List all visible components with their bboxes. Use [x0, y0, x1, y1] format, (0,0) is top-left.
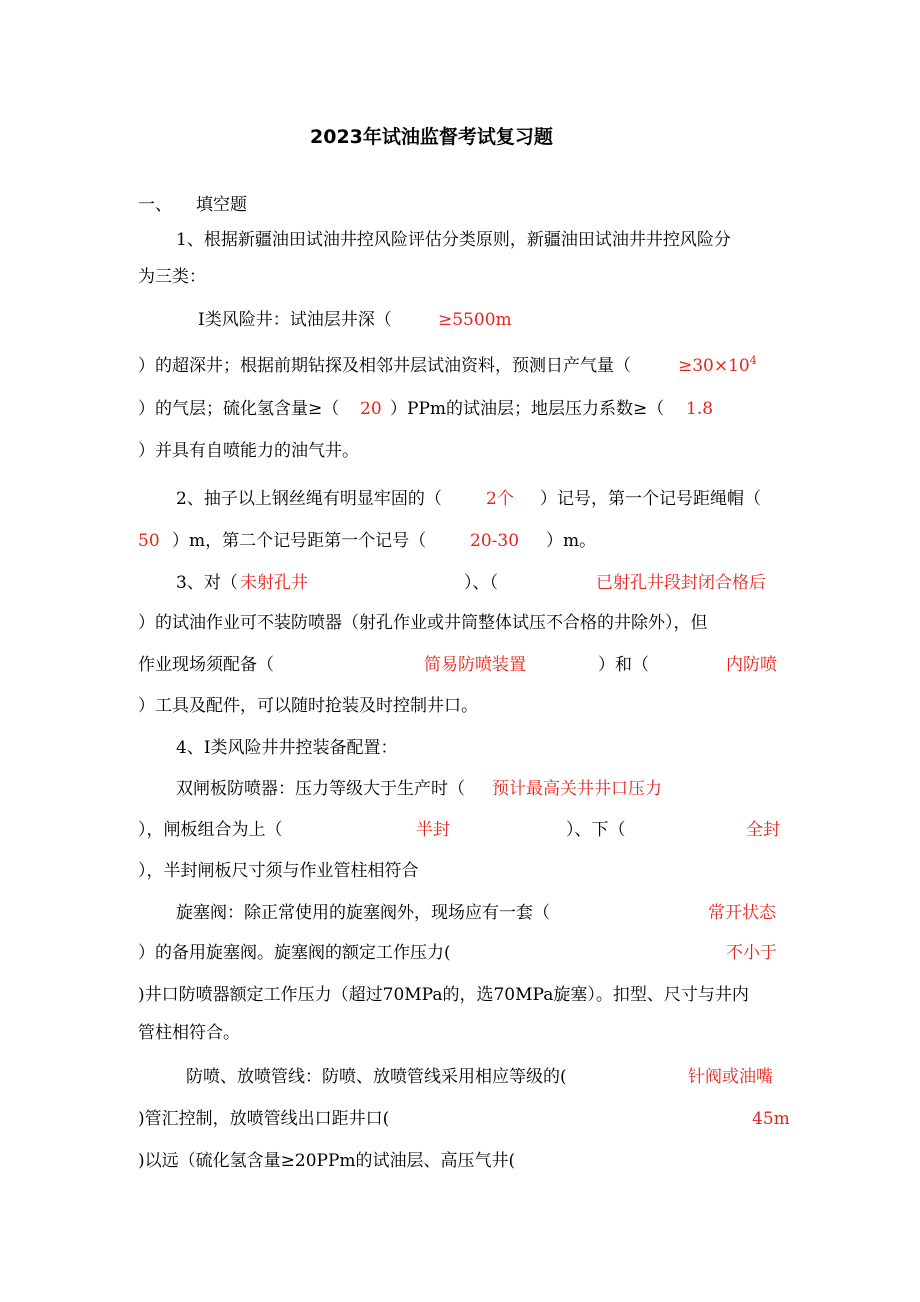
q3-answer1: 未射孔井 [240, 573, 308, 593]
q2-line2-b: ）m。 [546, 531, 597, 551]
q1-line2: ）的超深井；根据前期钻探及相邻井层试油资料，预测日产气量（ [138, 356, 631, 376]
q3-answer3: 简易防喷装置 [424, 655, 526, 675]
document-title: 2023年试油监督考试复习题 [310, 126, 553, 148]
q4-bop-answer: 预计最高关井井口压力 [492, 779, 662, 799]
q1-line3-b: ）PPm的试油层；地层压力系数≥（ [390, 399, 665, 419]
q3-answer4: 内防喷 [726, 655, 777, 675]
q2-marks-answer: 2个 [486, 489, 514, 509]
q1-pressure-answer: 1.8 [686, 399, 714, 419]
q3-line3-a: 作业现场须配备（ [138, 655, 274, 675]
q4-line-a: 防喷、放喷管线：防喷、放喷管线采用相应等级的( [186, 1067, 567, 1087]
q1-intro-line1: 1、根据新疆油田试油井控风险评估分类原则，新疆油田试油井井控风险分 [176, 230, 731, 250]
q4-bop-prefix: 双闸板防喷器：压力等级大于生产时（ [176, 779, 465, 799]
q4-ram-upper-answer: 半封 [416, 820, 450, 840]
q4-valve-b: ）的备用旋塞阀。旋塞阀的额定工作压力( [138, 943, 451, 963]
q1-intro-line2: 为三类： [138, 267, 206, 287]
section-number: 一、 [138, 195, 172, 215]
q4-ram-a: ），闸板组合为上（ [138, 820, 283, 840]
q1-h2s-answer: 20 [360, 399, 382, 419]
q3-line1-b: ）、（ [464, 573, 498, 593]
q4-line-c: )以远（硫化氢含量≥20PPm的试油层、高压气井( [138, 1151, 516, 1171]
q3-line2: ）的试油作业可不装防喷器（射孔作业或井筒整体试压不合格的井除外），但 [138, 613, 708, 633]
q4-valve-c: )井口防喷器额定工作压力（超过70MPa的，选70MPa旋塞）。扣型、尺寸与井内 [138, 985, 749, 1005]
q1-gas-answer [678, 355, 757, 377]
q1-gas-exponent: 4 [749, 354, 757, 367]
q1-line3-a: ）的气层；硫化氢含量≥（ [138, 399, 340, 419]
q4-valve-answer: 常开状态 [708, 903, 776, 923]
q4-valve-a: 旋塞阀：除正常使用的旋塞阀外，现场应有一套（ [176, 903, 550, 923]
q2-first-answer: 50 [138, 531, 160, 551]
q3-line4: ）工具及配件，可以随时抢装及时控制井口。 [138, 696, 478, 716]
q4-ram-c: ），半封闸板尺寸须与作业管柱相符合 [138, 861, 419, 881]
q4-ram-b: ）、下（ [566, 820, 626, 840]
q4-valve-d: 管柱相符合。 [138, 1023, 240, 1043]
q4-distance-answer: 45m [752, 1109, 790, 1129]
q2-line2-a: ）m，第二个记号距第一个记号（ [172, 531, 427, 551]
q1-depth-answer: ≥5500m [438, 310, 512, 330]
q4-line-b: )管汇控制，放喷管线出口距井口( [138, 1109, 390, 1129]
q4-ram-lower-answer: 全封 [746, 820, 780, 840]
q4-valve-pressure-answer: 不小于 [726, 943, 777, 963]
section-name: 填空题 [196, 195, 247, 215]
q1-gas-base: ≥30×10 [678, 356, 750, 376]
q4-line-answer: 针阀或油嘴 [688, 1067, 773, 1087]
q3-line1-a: 3、对（ [176, 573, 238, 593]
q3-answer2: 已射孔井段封闭合格后 [596, 573, 766, 593]
q2-line1-a: 2、抽子以上钢丝绳有明显牢固的（ [176, 489, 442, 509]
q2-second-answer: 20-30 [470, 531, 520, 551]
q1-line4: ）并具有自喷能力的油气井。 [138, 441, 359, 461]
q4-heading: 4、Ⅰ类风险井井控装备配置： [176, 738, 398, 758]
q1-class1-prefix: Ⅰ类风险井：试油层井深（ [198, 310, 392, 330]
q2-line1-b: ）记号，第一个记号距绳帽（ [540, 489, 761, 509]
q3-line3-b: ）和（ [598, 655, 649, 675]
